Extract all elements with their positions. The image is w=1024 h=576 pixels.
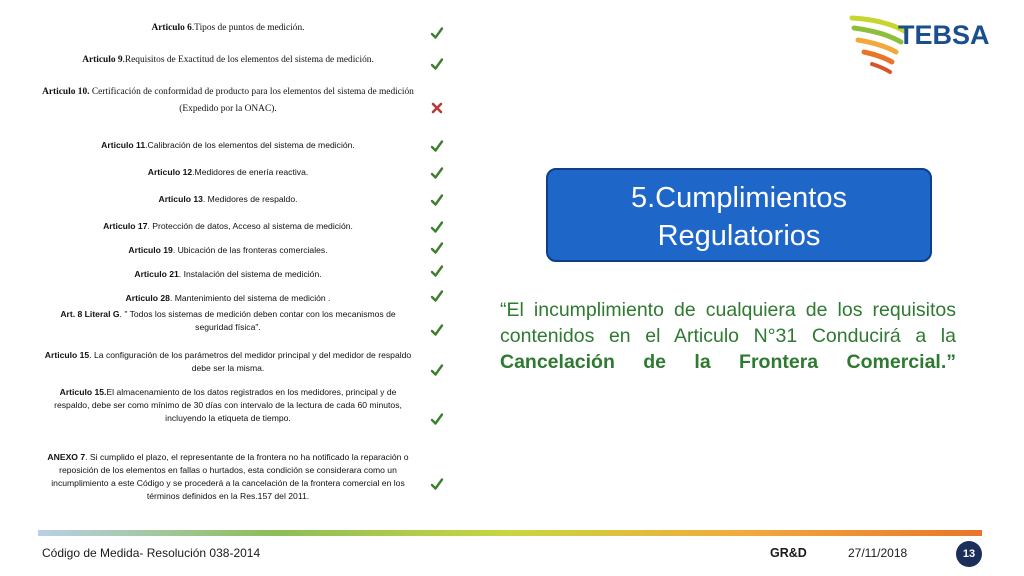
tebsa-logo (846, 10, 996, 80)
quote-emphasis: Cancelación de la Frontera Comercial.” (500, 351, 956, 373)
section-title-box (546, 168, 932, 262)
check-icon (430, 57, 444, 71)
requirement-text: Articulo 19. Ubicación de las fronteras comerciales. (128, 245, 328, 255)
logo-text: TEBSA (898, 20, 990, 50)
requirement-text: ANEXO 7. Si cumplido el plazo, el representante de la frontera no ha notificado la reparación o reposición de los elementos en fallas o hurtados, esta condición se considerara como un incumplimiento a este Código y se procederá a la cancelación de la frontera comercial en los términos definidos en la Res.157 del 2011. (47, 452, 409, 501)
footer-date: 27/11/2018 (848, 546, 908, 560)
check-icon (430, 193, 444, 207)
check-icon (430, 477, 444, 491)
footer-document-title: Código de Medida- Resolución 038-2014 (42, 546, 261, 560)
check-icon (430, 289, 444, 303)
footer-gradient-bar (38, 530, 982, 536)
check-icon (430, 241, 444, 255)
regulatory-quote (500, 297, 956, 375)
requirement-text: Articulo 6.Tipos de puntos de medición. (151, 23, 305, 33)
requirement-text: Articulo 17. Protección de datos, Acceso al sistema de medición. (103, 221, 353, 231)
requirement-text: Art. 8 Literal G. " Todos los sistemas de medición deben contar con los mecanismos de seguridad física". (60, 309, 396, 332)
requirement-text: Articulo 9.Requisitos de Exactitud de los elementos del sistema de medición. (82, 55, 374, 65)
requirement-text: Articulo 28. Mantenimiento del sistema de medición . (125, 293, 331, 303)
footer-organization: GR&D (770, 546, 807, 560)
quote-lead: “El incumplimiento de cualquiera de los requisitos contenidos en el Articulo N°31 Conducirá a la (500, 299, 956, 347)
requirement-text: Articulo 13. Medidores de respaldo. (158, 194, 298, 204)
check-icon (430, 166, 444, 180)
requirement-text: Articulo 10. Certificación de conformidad de producto para los elementos del sistema de medición (Expedido por la ONAC). (42, 87, 414, 114)
requirement-text: Articulo 15. La configuración de los parámetros del medidor principal y del medidor de respaldo debe ser la misma. (44, 350, 412, 373)
requirement-text: Articulo 15.El almacenamiento de los datos registrados en los medidores, principal y de respaldo, debe ser como mínimo de 30 días con intervalo de la lectura de cada 60 minutos, incluyendo la etiqueta de tiempo. (54, 387, 402, 423)
requirement-text: Articulo 21. Instalación del sistema de medición. (134, 269, 322, 279)
check-icon (430, 323, 444, 337)
cross-icon (430, 101, 444, 115)
check-icon (430, 412, 444, 426)
check-icon (430, 26, 444, 40)
requirement-text: Articulo 12.Medidores de enería reactiva. (147, 167, 309, 177)
check-icon (430, 139, 444, 153)
check-icon (430, 264, 444, 278)
page-number-badge: 13 (956, 541, 982, 567)
section-title-line2: Regulatorios (657, 220, 821, 252)
requirement-text: Articulo 11.Calibración de los elementos del sistema de medición. (101, 140, 355, 150)
check-icon (430, 363, 444, 377)
section-title-line1: 5.Cumplimientos (631, 182, 847, 214)
check-icon (430, 220, 444, 234)
